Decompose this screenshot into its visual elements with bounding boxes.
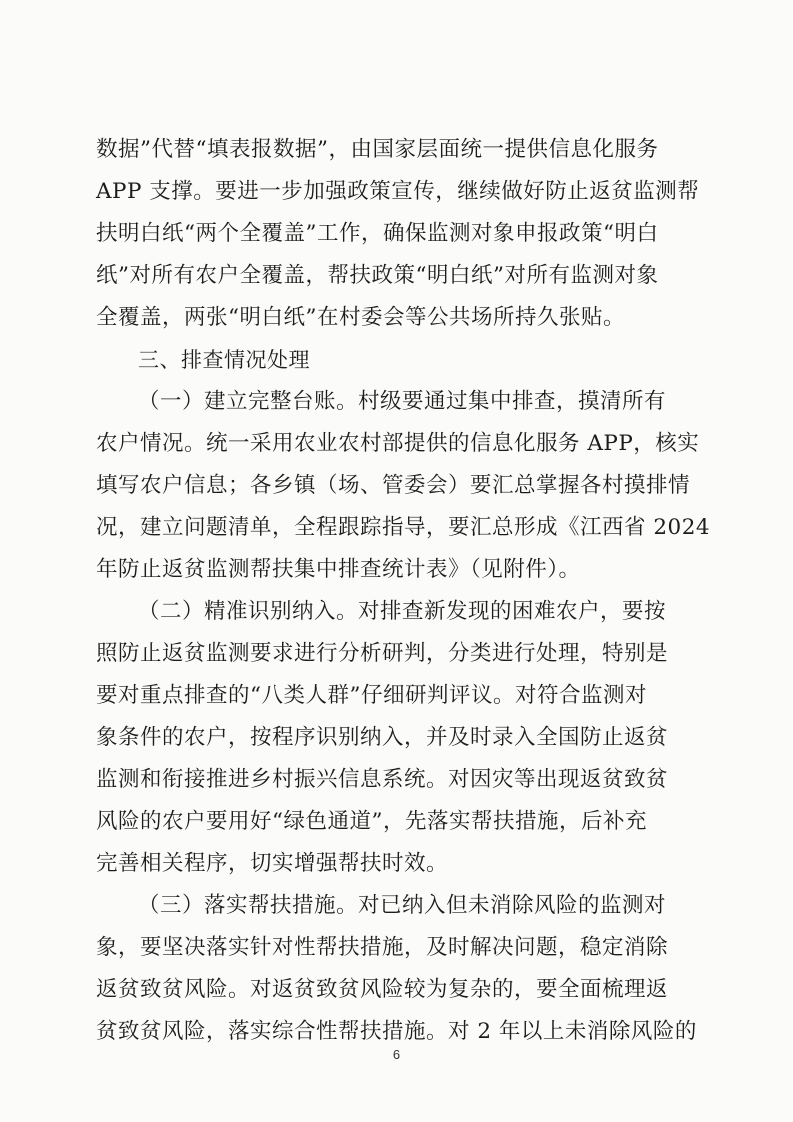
text-line: APP 支撑。要进一步加强政策宣传，继续做好防止返贫监测帮 bbox=[96, 179, 700, 204]
page-number: 6 bbox=[392, 1047, 401, 1062]
section-heading: 三、排查情况处理 bbox=[138, 348, 310, 372]
text-line: 完善相关程序，切实增强帮扶时效。 bbox=[96, 851, 449, 876]
text-line: 全覆盖，两张“明白纸”在村委会等公共场所持久张贴。 bbox=[96, 305, 625, 330]
paragraph-first-line: （三）落实帮扶措施。对已纳入但未消除风险的监测对 bbox=[138, 893, 667, 918]
text-line: 要对重点排查的“八类人群”仔细研判评议。对符合监测对 bbox=[96, 683, 647, 708]
text-line: 监测和衔接推进乡村振兴信息系统。对因灾等出现返贫致贫 bbox=[96, 767, 669, 792]
text-line: 象条件的农户，按程序识别纳入，并及时录入全国防止返贫 bbox=[96, 725, 669, 750]
paragraph-first-line: （二）精准识别纳入。对排查新发现的困难农户，要按 bbox=[138, 599, 667, 624]
paragraph-first-line: （一）建立完整台账。村级要通过集中排查，摸清所有 bbox=[138, 389, 667, 414]
text-line: 照防止返贫监测要求进行分析研判，分类进行处理，特别是 bbox=[96, 641, 669, 666]
text-line: 扶明白纸“两个全覆盖”工作，确保监测对象申报政策“明白 bbox=[96, 221, 659, 246]
text-line: 贫致贫风险，落实综合性帮扶措施。对 2 年以上未消除风险的 bbox=[96, 1019, 697, 1044]
text-line: 风险的农户要用好“绿色通道”，先落实帮扶措施，后补充 bbox=[96, 809, 647, 834]
text-line: 农户情况。统一采用农业农村部提供的信息化服务 APP，核实 bbox=[96, 431, 700, 456]
text-line: 象，要坚决落实针对性帮扶措施，及时解决问题，稳定消除 bbox=[96, 935, 669, 960]
text-line: 填写农户信息；各乡镇（场、管委会）要汇总掌握各村摸排情 bbox=[96, 473, 691, 498]
text-line: 况，建立问题清单，全程跟踪指导，要汇总形成《江西省 2024 bbox=[96, 515, 711, 540]
text-line: 数据”代替“填表报数据”，由国家层面统一提供信息化服务 bbox=[96, 137, 659, 162]
text-line: 纸”对所有农户全覆盖，帮扶政策“明白纸”对所有监测对象 bbox=[96, 263, 659, 288]
text-line: 返贫致贫风险。对返贫致贫风险较为复杂的，要全面梳理返 bbox=[96, 977, 669, 1002]
text-line: 年防止返贫监测帮扶集中排查统计表》（见附件）。 bbox=[96, 557, 581, 582]
